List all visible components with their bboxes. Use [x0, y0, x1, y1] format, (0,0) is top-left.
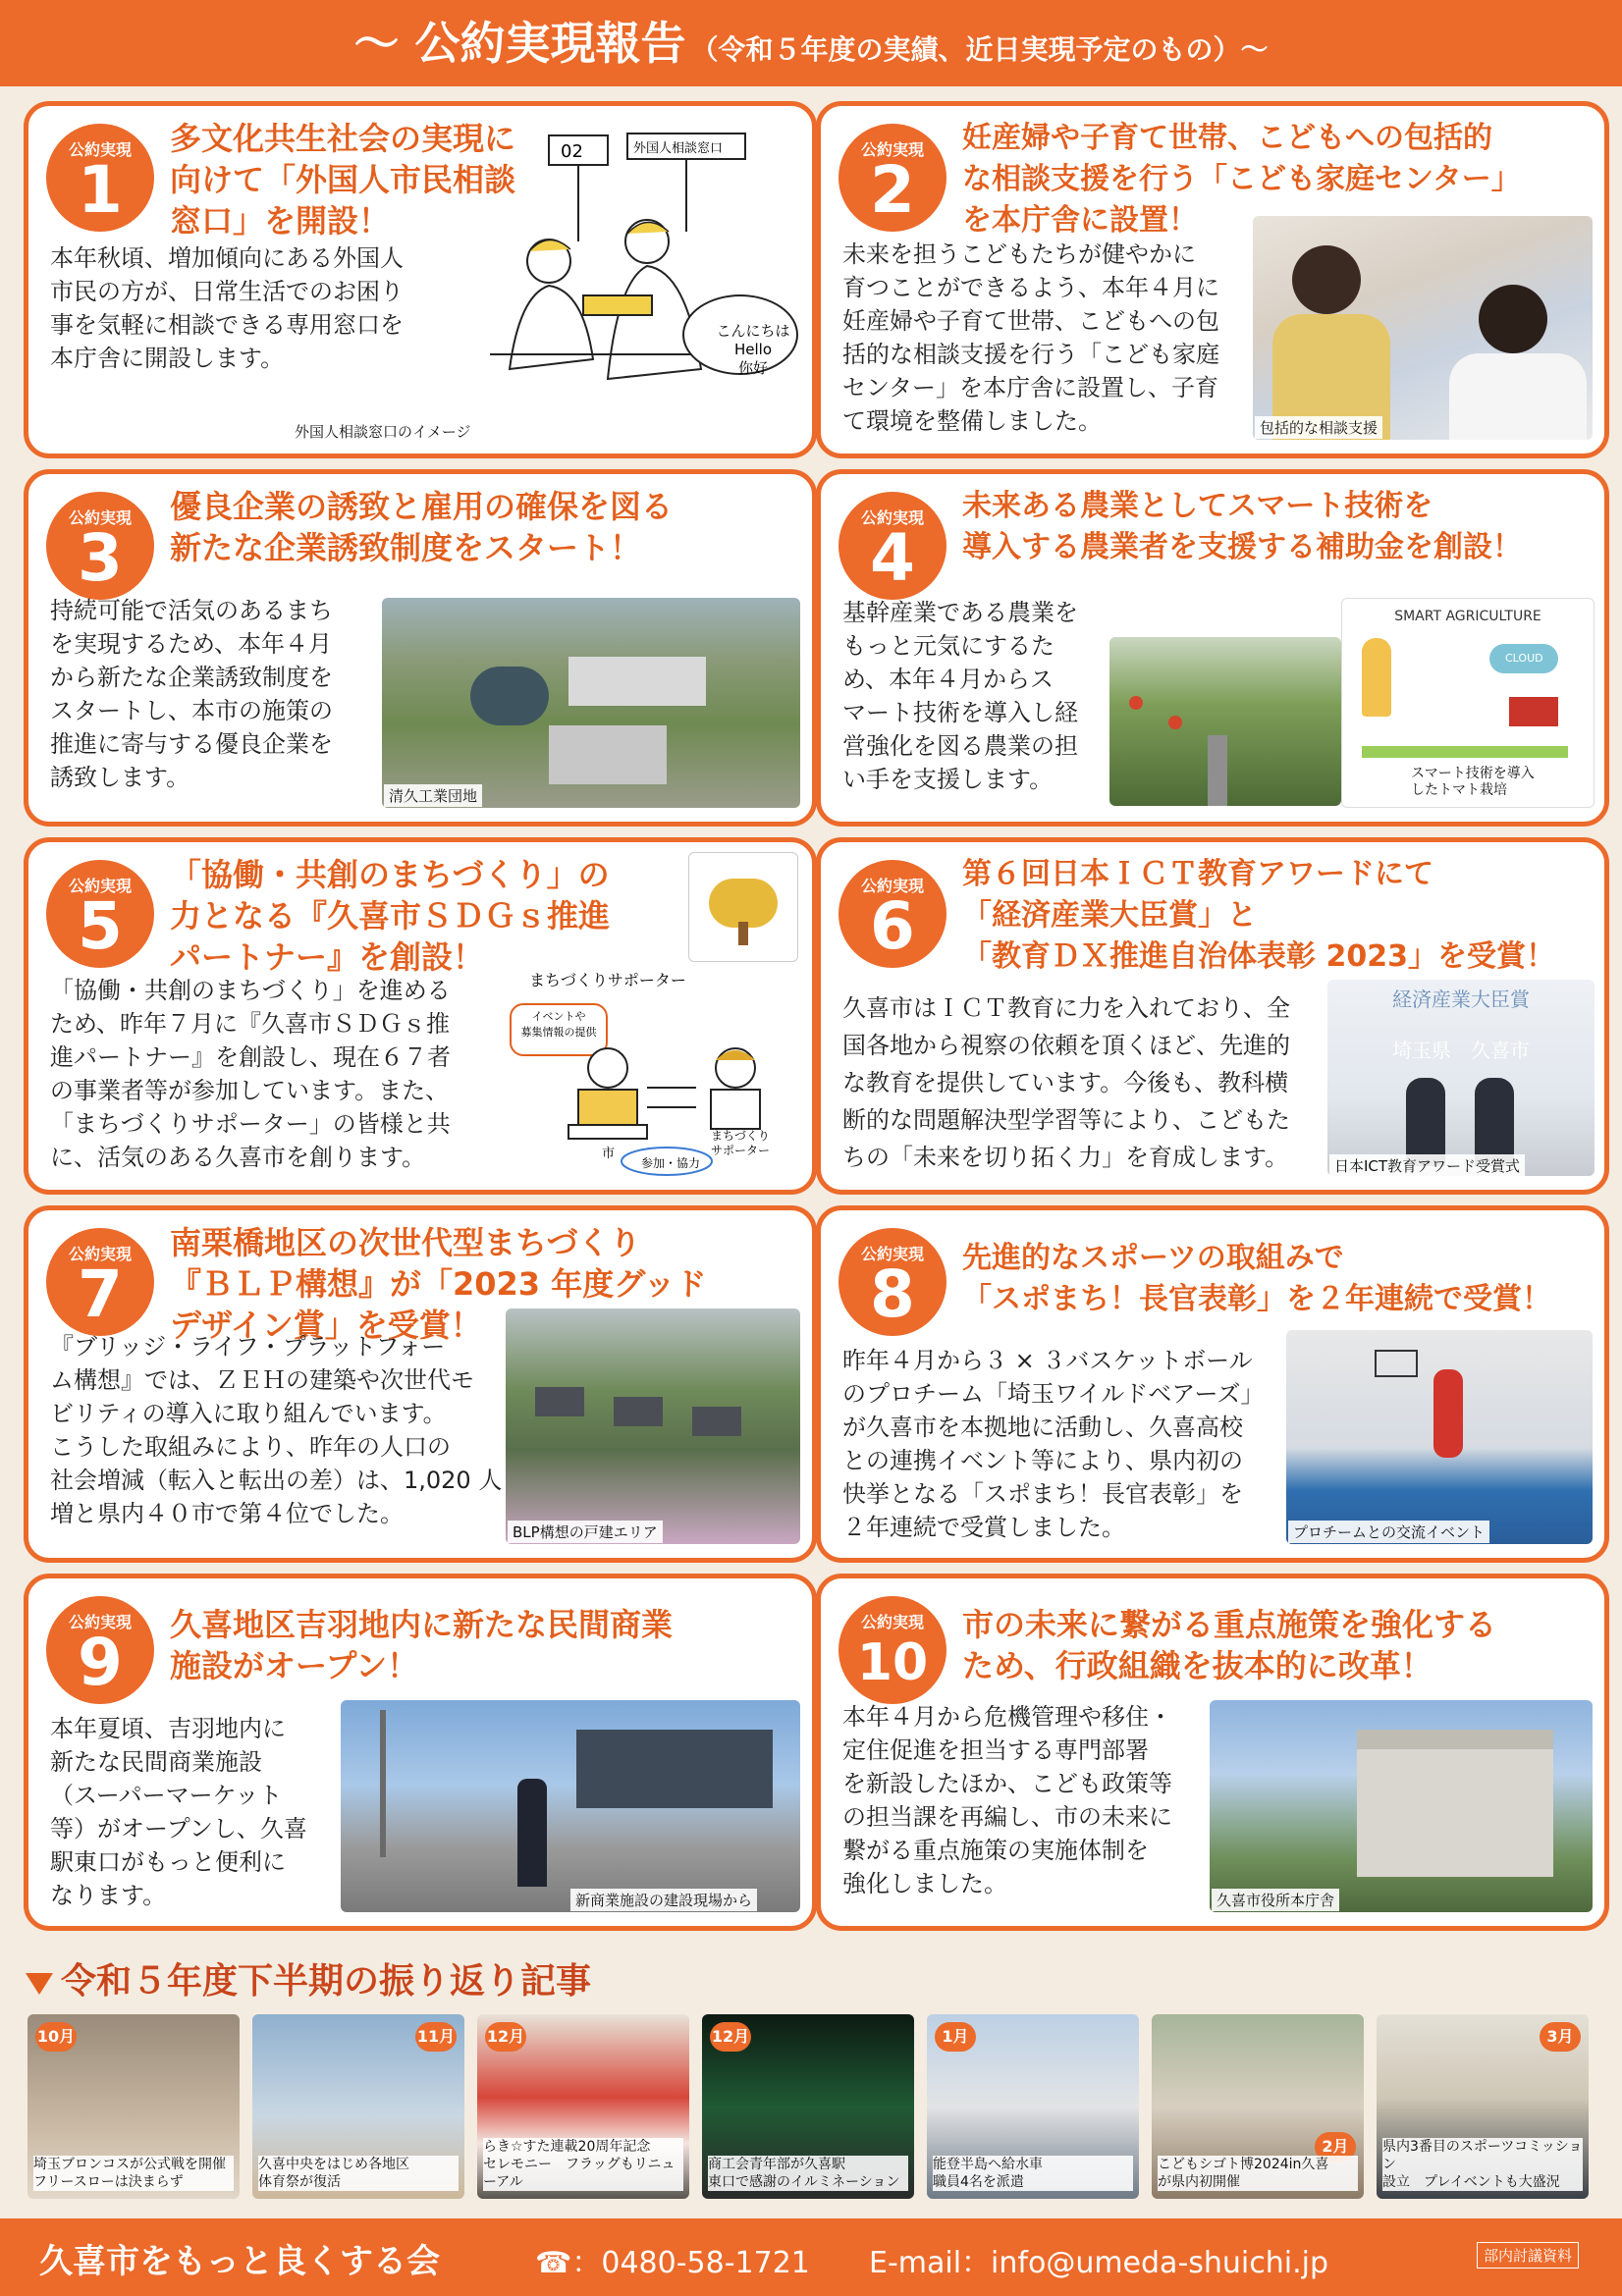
month-badge: 2月 [1315, 2132, 1356, 2162]
pledge-title: 多文化共生社会の実現に 向けて「外国人市民相談 窓口」を開設！ [170, 120, 516, 240]
photo-caption: 日本ICT教育アワード受賞式 [1329, 1154, 1525, 1177]
pledge-card-5 [24, 837, 817, 1195]
pledge-badge: 公約実現 4 [838, 492, 946, 600]
award-ceremony-photo [1327, 980, 1595, 1176]
photo-caption: BLP構想の戸建エリア [508, 1521, 663, 1543]
month-badge: 1月 [935, 2022, 976, 2052]
pledge-card-1 [24, 101, 817, 458]
pledge-badge: 公約実現 6 [838, 860, 946, 968]
header-banner [0, 0, 1622, 86]
supporter-label: まちづくりサポーター [529, 971, 686, 989]
supporter-label-2: まちづくり サポーター [711, 1129, 771, 1157]
footer [0, 2218, 1622, 2296]
pledge-card-10 [816, 1574, 1609, 1931]
review-caption: 県内3番目のスポーツコミッション 設立 プレイベントも大盛況 [1382, 2139, 1583, 2190]
pledge-badge: 公約実現 8 [838, 1228, 946, 1336]
month-badge: 3月 [1540, 2022, 1581, 2052]
basketball-event-photo [1286, 1330, 1593, 1544]
pledge-body: 久喜市はＩＣＴ教育に力を入れており、全 国各地から視察の依頼を頂くほど、先進的 な教育を提供しています。今後も、教科横 断的な問題解決型学習等により、こどもた ちの「未来を切り拓く力」を育成します。 [842, 994, 1290, 1171]
month-badge: 12月 [485, 2022, 526, 2052]
cloud-label: CLOUD [1505, 652, 1543, 665]
pledge-badge: 公約実現 2 [838, 124, 946, 232]
counter-sign: 外国人相談窓口 [633, 141, 724, 156]
pledge-title: 南栗橋地区の次世代型まちづくり 『ＢＬＰ構想』が「2023 年度グッド デザイン賞」を受賞！ [170, 1224, 707, 1344]
pledge-title: 優良企業の誘致と雇用の確保を図る 新たな企業誘致制度をスタート！ [170, 488, 674, 566]
pledge-title: 市の未来に繋がる重点施策を強化する ため、行政組織を抜本的に改革！ [962, 1606, 1497, 1684]
info-provide-label: イベントや 募集情報の提供 [510, 1003, 608, 1056]
page-subtitle: （令和５年度の実績、近日実現予定のもの）〜 [690, 33, 1269, 66]
review-item-5[interactable] [927, 2014, 1139, 2199]
review-item-6[interactable] [1152, 2014, 1364, 2199]
month-badge: 11月 [415, 2022, 457, 2052]
photo-caption: 清久工業団地 [384, 784, 482, 807]
award-banner-text-1: 経済産業大臣賞 [1392, 988, 1530, 1011]
city-hall-photo [1210, 1700, 1593, 1912]
pledge-badge: 公約実現 9 [46, 1596, 154, 1704]
review-caption: 埼玉ブロンコスが公式戦を開催 フリースローは決まらず [33, 2156, 234, 2191]
consultation-photo [1253, 216, 1593, 440]
blp-residential-photo [506, 1308, 800, 1544]
industrial-park-photo [382, 598, 800, 808]
pledge-badge: 公約実現 3 [46, 492, 154, 600]
review-item-3[interactable] [477, 2014, 689, 2199]
pledge-card-9 [24, 1574, 817, 1931]
pledge-badge: 公約実現 1 [46, 124, 154, 232]
review-caption: 能登半島へ給水車 職員4名を派遣 [933, 2156, 1133, 2191]
review-caption: 久喜中央をはじめ各地区 体育祭が復活 [258, 2156, 459, 2191]
month-badge: 12月 [710, 2022, 751, 2052]
pledge-title: 第６回日本ＩＣＴ教育アワードにて 「経済産業大臣賞」と 「教育ＤＸ推進自治体表彰 2023」を受賞！ [962, 857, 1555, 974]
sdgs-partner-certificate [688, 852, 798, 962]
triangle-down-icon [26, 1973, 53, 1995]
counter-number-sign: 02 [561, 141, 583, 162]
pledge-card-4 [816, 469, 1609, 827]
pledge-card-8 [816, 1205, 1609, 1563]
city-label: 市 [602, 1147, 616, 1161]
pledge-card-3 [24, 469, 817, 827]
pledge-body: 未来を担うこどもたちが健やかに 育つことができるよう、本年４月に 妊産婦や子育て世帯、こどもへの包 括的な相談支援を行う「こども家庭 センター」を本庁舎に設置し、子育 て環境を整備しました。 [842, 240, 1219, 435]
pledge-title: 妊産婦や子育て世帯、こどもへの包括的 な相談支援を行う「こども家庭センター」 を本庁舎に設置！ [962, 121, 1521, 238]
photo-caption: プロチームとの交流イベント [1288, 1521, 1489, 1543]
pledge-body: 昨年４月から３ × ３バスケットボール のプロチーム「埼玉ワイルドベアーズ」 が久喜市を本拠地に活動し、久喜高校 との連携イベント等により、県内初の 快挙となる「スポまち！長官表彰」を ２年連続で受賞しました。 [842, 1347, 1265, 1541]
review-caption: 商工会青年部が久喜駅 東口で感謝のイルミネーション [708, 2156, 908, 2191]
email-address[interactable]: E-mail：info@umeda-shuichi.jp [869, 2246, 1329, 2280]
pledge-badge: 公約実現 5 [46, 860, 154, 968]
review-item-4[interactable] [702, 2014, 914, 2199]
photo-caption: スマート技術を導入 したトマト栽培 [1406, 765, 1540, 800]
review-item-2[interactable] [252, 2014, 464, 2199]
award-banner-text-2: 埼玉県 久喜市 [1392, 1039, 1530, 1062]
pledge-body: 本年夏頃、吉羽地内に 新たな民間商業施設 （スーパーマーケット 等）がオープンし、久喜 駅東口がもっと便利に なります。 [50, 1715, 307, 1909]
page-title: 〜 公約実現報告 [353, 17, 686, 70]
review-section-title: 令和５年度下半期の振り返り記事 [26, 1953, 591, 2003]
phone-number: ☎：0480-58-1721 [535, 2246, 810, 2280]
pledge-body: 「協働・共創のまちづくり」を進める ため、昨年７月に『久喜市ＳＤＧｓ推 進パートナー』を創設し、現在６７者 の事業者等が参加しています。また、 「まちづくりサポーター」の皆様と共 に、活気のある久喜市を創ります。 [50, 977, 451, 1171]
review-caption: らき☆すた連載20周年記念 セレモニー フラッグもリニューアル [483, 2138, 683, 2191]
document-label: 部内討議資料 [1477, 2242, 1579, 2269]
construction-site-photo [341, 1700, 800, 1912]
participation-label: 参加・協力 [641, 1156, 701, 1170]
pledge-title: 先進的なスポーツの取組みで 「スポまち！長官表彰」を２年連続で受賞！ [962, 1241, 1551, 1316]
organization-name: 久喜市をもっと良くする会 [39, 2242, 440, 2281]
pledge-body: 基幹産業である農業を もっと元気にするた め、本年４月からス マート技術を導入し経 営強化を図る農業の担 い手を支援します。 [842, 599, 1078, 793]
review-item-1[interactable] [27, 2014, 240, 2199]
smart-agriculture-label: SMART AGRICULTURE [1394, 609, 1541, 624]
pledge-body: 本年秋頃、増加傾向にある外国人 市民の方が、日常生活でのお困り 事を気軽に相談できる専用窓口を 本庁舎に開設します。 [50, 244, 404, 372]
pledge-badge: 公約実現 7 [46, 1228, 154, 1336]
pledge-card-2 [816, 101, 1609, 458]
pledge-body: 持続可能で活気のあるまち を実現するため、本年４月 から新たな企業誘致制度を スタートし、本市の施策の 推進に寄与する優良企業を 誘致します。 [50, 597, 333, 791]
photo-caption: 新商業施設の建設現場から [570, 1889, 757, 1911]
pledge-title: 久喜地区吉羽地内に新たな民間商業 施設がオープン！ [170, 1606, 674, 1684]
month-badge: 10月 [35, 2022, 77, 2052]
tomato-greenhouse-photo [1109, 637, 1341, 806]
photo-caption: 外国人相談窓口のイメージ [290, 420, 476, 443]
photo-caption: 包括的な相談支援 [1255, 416, 1382, 439]
pledge-card-6 [816, 837, 1609, 1195]
pledge-body: 『ブリッジ・ライフ・プラットフォー ム構想』では、ＺＥＨの建築や次世代モ ビリティの導入に取り組んでいます。 こうした取組みにより、昨年の人口の 社会増減（転入と転出の差）は、1,020 人 増と県内４０市で第４位でした。 [50, 1333, 503, 1527]
review-caption: こどもシゴト博2024in久喜 が県内初開催 [1158, 2156, 1358, 2191]
pledge-title: 未来ある農業としてスマート技術を 導入する農業者を支援する補助金を創設！ [962, 489, 1522, 564]
review-item-7[interactable] [1377, 2014, 1589, 2199]
pledge-title: 「協働・共創のまちづくり」の 力となる『久喜市ＳＤＧｓ推進 パートナー』を創設！ [170, 856, 611, 976]
pledge-card-7 [24, 1205, 817, 1563]
pledge-body: 本年４月から危機管理や移住・ 定住促進を担当する専門部署 を新設したほか、こども政策等 の担当課を再編し、市の未来に 繋がる重点施策の実施体制を 強化しました。 [842, 1703, 1172, 1897]
greeting-bubble-text: こんにちは Hello 你好 [716, 322, 790, 377]
pledge-badge: 公約実現 10 [838, 1596, 946, 1704]
photo-caption: 久喜市役所本庁舎 [1212, 1889, 1339, 1911]
